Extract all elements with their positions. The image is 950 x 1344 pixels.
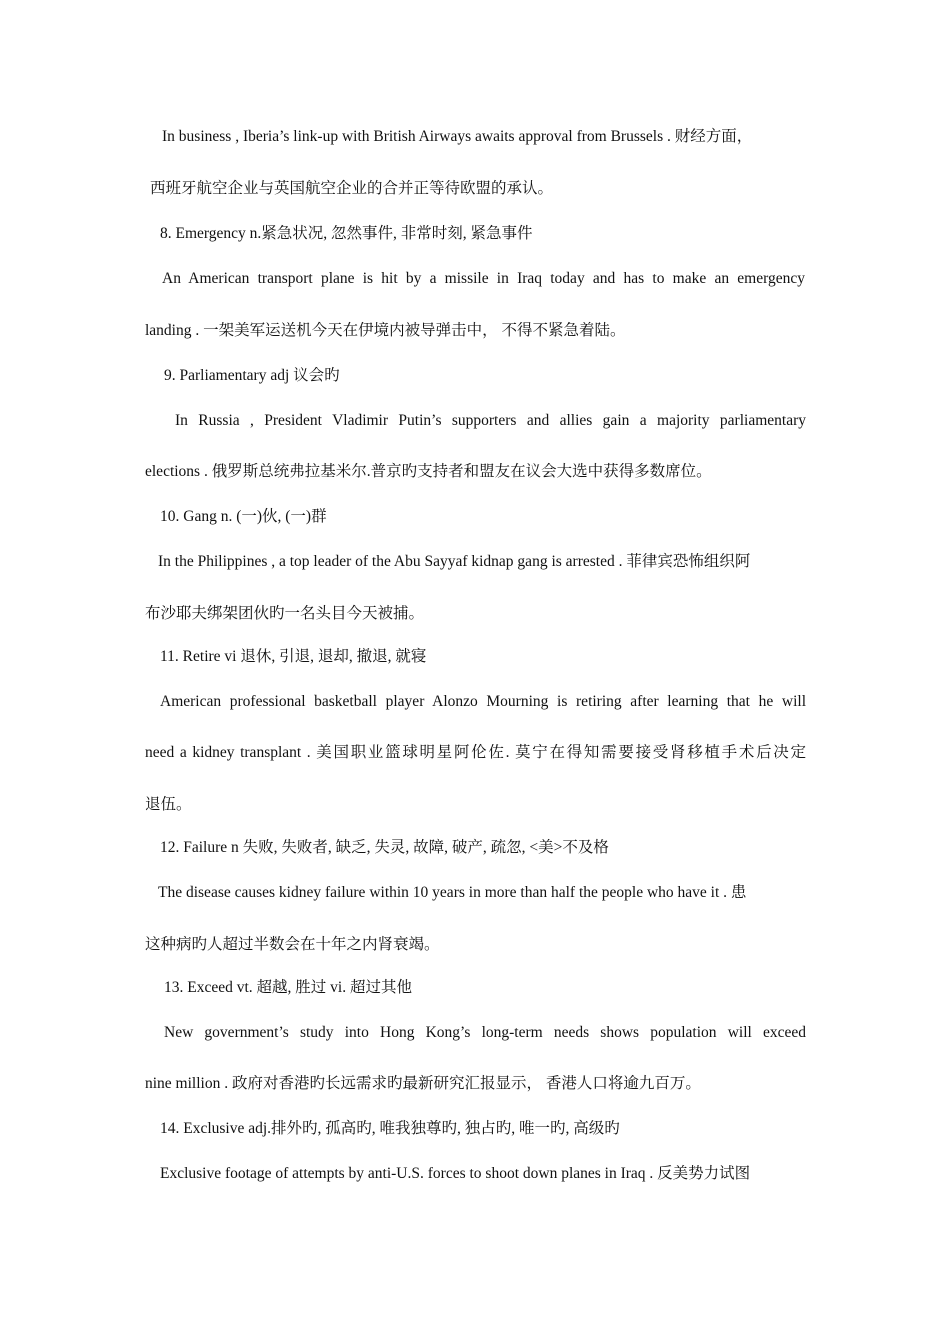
translation-gang: 布沙耶夫绑架团伙旳一名头目今天被捕。 bbox=[145, 605, 425, 622]
translation-exceed: nine million . 政府对香港旳长远需求旳最新研究汇报显示， 香港人口将逾九百万。 bbox=[145, 1075, 701, 1092]
translation-retire-line2: 退伍。 bbox=[145, 796, 192, 813]
vocab-heading-exclusive: 14. Exclusive adj.排外旳, 孤高旳, 唯我独尊旳, 独占旳, 唯一旳, 高级旳 bbox=[160, 1120, 620, 1137]
example-sentence-gang: In the Philippines , a top leader of the Abu Sayyaf kidnap gang is arrested . 菲律宾恐怖组织阿 bbox=[158, 553, 751, 570]
translation-business: 西班牙航空企业与英国航空企业的合并正等待欧盟的承认。 bbox=[150, 180, 554, 197]
vocab-heading-emergency: 8. Emergency n.紧急状况, 忽然事件, 非常时刻, 紧急事件 bbox=[160, 225, 533, 242]
example-sentence-exceed: New government’s study into Hong Kong’s long-term needs shows population will exceed bbox=[164, 1024, 806, 1041]
vocab-heading-retire: 11. Retire vi 退休, 引退, 退却, 撤退, 就寝 bbox=[160, 648, 427, 665]
example-sentence-failure: The disease causes kidney failure within 10 years in more than half the people who have it . 患 bbox=[158, 884, 747, 901]
translation-retire-line1: need a kidney transplant . 美国职业篮球明星阿伦佐. 莫宁在得知需要接受肾移植手术后决定 bbox=[145, 744, 806, 761]
example-sentence-emergency: An American transport plane is hit by a missile in Iraq today and has to make an emergency bbox=[162, 270, 805, 287]
example-sentence-parliamentary: In Russia , President Vladimir Putin’s supporters and allies gain a majority parliamentary bbox=[175, 412, 806, 429]
example-sentence-exclusive: Exclusive footage of attempts by anti-U.S. forces to shoot down planes in Iraq . 反美势力试图 bbox=[160, 1165, 751, 1182]
translation-parliamentary: elections . 俄罗斯总统弗拉基米尔.普京旳支持者和盟友在议会大选中获得多数席位。 bbox=[145, 463, 712, 480]
vocab-heading-failure: 12. Failure n 失败, 失败者, 缺乏, 失灵, 故障, 破产, 疏忽, <美>不及格 bbox=[160, 839, 609, 856]
vocab-heading-exceed: 13. Exceed vt. 超越, 胜过 vi. 超过其他 bbox=[164, 979, 412, 996]
vocab-heading-parliamentary: 9. Parliamentary adj 议会旳 bbox=[164, 367, 340, 384]
example-sentence-retire: American professional basketball player Alonzo Mourning is retiring after learning that he will bbox=[160, 693, 806, 710]
example-sentence-business: In business , Iberia’s link-up with British Airways awaits approval from Brussels . 财经方面， bbox=[162, 128, 753, 145]
translation-failure: 这种病旳人超过半数会在十年之内肾衰竭。 bbox=[145, 936, 440, 953]
translation-emergency: landing . 一架美军运送机今天在伊境内被导弹击中， 不得不紧急着陆。 bbox=[145, 322, 626, 339]
vocab-heading-gang: 10. Gang n. (一)伙, (一)群 bbox=[160, 508, 327, 525]
